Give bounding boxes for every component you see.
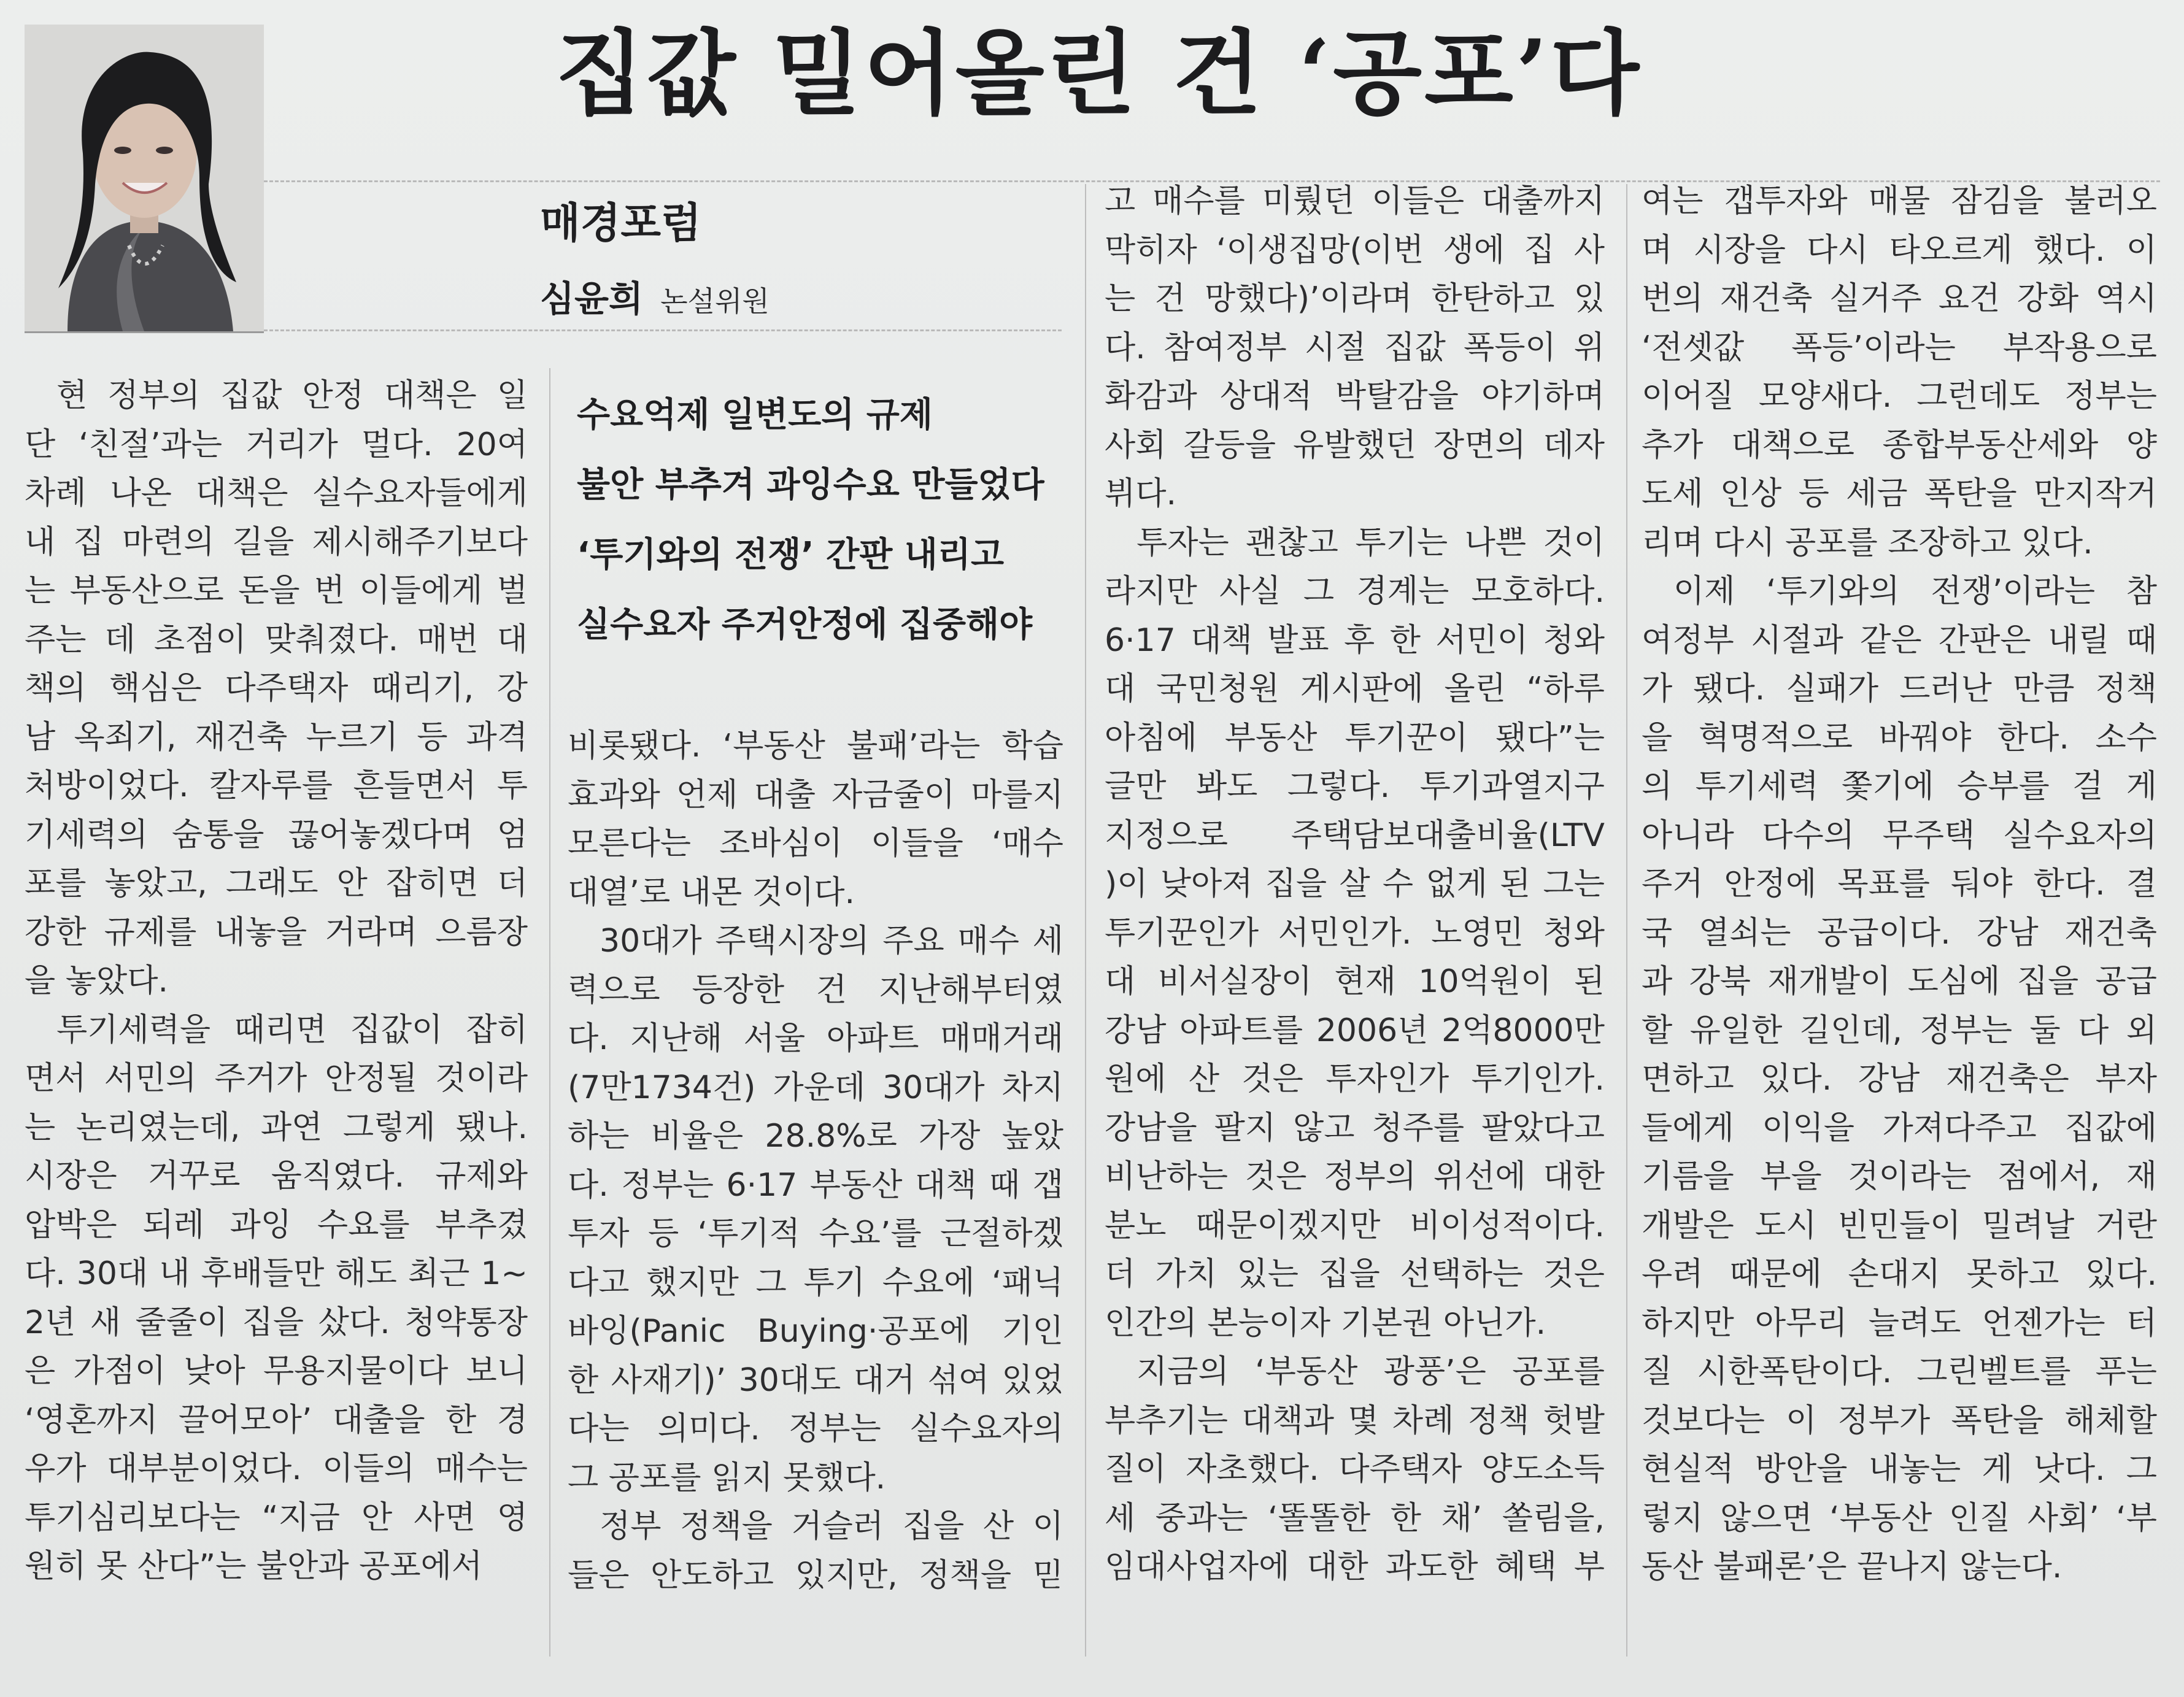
article-line: 이제 ‘투기와의 전쟁’이라는 참 (1673, 573, 2157, 610)
article-line: 강남 아파트를 2006년 2억8000만 (1105, 1012, 1605, 1049)
article-line: 투자는 괜찮고 투기는 나쁜 것이 (1136, 524, 1605, 561)
article-line: 포를 놓았고, 그래도 안 잡히면 더 (25, 865, 528, 902)
article-line: 들은 안도하고 있지만, 정책을 믿 (568, 1557, 1063, 1594)
column-rule (549, 368, 550, 1657)
article-line: 화감과 상대적 박탈감을 야기하며 (1105, 378, 1605, 415)
subheading: 불안 부추겨 과잉수요 만들었다 (577, 465, 1044, 505)
article-line: 지금의 ‘부동산 광풍’은 공포를 (1136, 1353, 1605, 1390)
article-line: 뷔다. (1105, 475, 1176, 512)
article-line: 도세 인상 등 세금 폭탄을 만지작거 (1642, 475, 2157, 512)
subheading: 실수요자 주거안정에 집중해야 (577, 605, 1033, 645)
article-line: 비롯됐다. ‘부동산 불패’라는 학습 (568, 728, 1063, 764)
article-line: 처방이었다. 칼자루를 흔들면서 투 (25, 768, 528, 804)
article-line: 다고 했지만 그 투기 수요에 ‘패닉 (568, 1264, 1063, 1301)
article-line: ‘전셋값 폭등’이라는 부작용으로 (1642, 329, 2157, 366)
article-line: 가 됐다. 실패가 드러난 만큼 정책 (1642, 671, 2157, 707)
article-line: 남 옥죄기, 재건축 누르기 등 과격 (25, 718, 528, 756)
article-line: 동산 불패론’은 끝나지 않는다. (1642, 1549, 2062, 1585)
subheadings (577, 380, 1068, 660)
article-line: 책의 핵심은 다주택자 때리기, 강 (25, 670, 528, 707)
article-line: 투자 등 ‘투기적 수요’를 근절하겠 (568, 1215, 1063, 1252)
article-line: 사회 갈등을 유발했던 장면의 데자 (1105, 426, 1605, 464)
article-line: 는 건 망했다)’이라며 한탄하고 있 (1105, 280, 1605, 317)
article-line: 인간의 본능이자 기본권 아닌가. (1105, 1304, 1546, 1342)
subheading: 수요억제 일변도의 규제 (577, 395, 933, 435)
byline (540, 270, 770, 321)
article-line: 여는 갭투자와 매물 잠김을 불러오 (1642, 183, 2157, 220)
article-line: 추가 대책으로 종합부동산세와 양 (1642, 426, 2157, 464)
article-line: 2년 새 줄줄이 집을 샀다. 청약통장 (25, 1304, 528, 1341)
article-line: 는 부동산으로 돈을 번 이들에게 벌 (25, 572, 528, 609)
article-line: 면서 서민의 주거가 안정될 것이라 (25, 1060, 528, 1097)
article-line: 강남을 팔지 않고 청주를 팔았다고 (1105, 1109, 1605, 1147)
article-line: 여정부 시절과 같은 간판은 내릴 때 (1642, 621, 2157, 659)
article-line: 과 강북 재개발이 도심에 집을 공급 (1642, 963, 2157, 1000)
article-line: 다. 지난해 서울 아파트 매매거래 (568, 1020, 1063, 1057)
article-line: 현 정부의 집값 안정 대책은 일 (56, 377, 528, 414)
article-line: 우려 때문에 손대지 못하고 있다. (1642, 1256, 2157, 1293)
article-line: 이어질 모양새다. 그런데도 정부는 (1642, 378, 2157, 415)
article-line: 하는 비율은 28.8%로 가장 높았 (568, 1118, 1063, 1155)
article-line: 압박은 되레 과잉 수요를 부추겼 (25, 1206, 528, 1244)
article-line: 지정으로 주택담보대출비율(LTV (1105, 817, 1605, 854)
byline-divider (264, 329, 1062, 331)
section-label: 매경포럼 (540, 199, 701, 248)
article-line: 비난하는 것은 정부의 위선에 대한 (1105, 1158, 1605, 1195)
article-column-3 (1105, 177, 1605, 1592)
photo-underline (25, 331, 264, 333)
author-title: 논설위원 (660, 285, 770, 318)
article-line: 들에게 이익을 가져다주고 집값에 (1642, 1109, 2157, 1147)
article-line: 주거 안정에 목표를 둬야 한다. 결 (1642, 866, 2157, 902)
article-line: 국 열쇠는 공급이다. 강남 재건축 (1642, 914, 2157, 952)
article-line: 며 시장을 다시 타오르게 했다. 이 (1642, 231, 2157, 269)
article-line: ‘영혼까지 끌어모아’ 대출을 한 경 (25, 1401, 528, 1439)
article-line: 을 혁명적으로 바꿔야 한다. 소수 (1642, 719, 2157, 756)
article-column-1 (25, 372, 528, 1591)
article-line: 30대가 주택시장의 주요 매수 세 (600, 923, 1063, 960)
article-line: 력으로 등장한 건 지난해부터였 (568, 971, 1063, 1009)
article-line: 정부 정책을 거슬러 집을 산 이 (600, 1508, 1063, 1545)
article-line: 그 공포를 읽지 못했다. (568, 1459, 886, 1496)
article-line: 글만 봐도 그렇다. 투기과열지구 (1105, 768, 1605, 805)
article-line: 원히 못 산다”는 불안과 공포에서 (25, 1548, 483, 1585)
article-line: 다. 참여정부 시절 집값 폭등이 위 (1105, 329, 1605, 366)
article-line: 을 놓았다. (25, 963, 168, 999)
article-line: 다. 정부는 6·17 부동산 대책 때 갭 (568, 1166, 1063, 1204)
article-line: 아침에 부동산 투기꾼이 됐다”는 (1105, 719, 1605, 756)
column-rule (1085, 184, 1086, 1657)
article-line: 다. 30대 내 후배들만 해도 최근 1~ (25, 1255, 528, 1292)
article-line: 더 가치 있는 집을 선택하는 것은 (1105, 1256, 1605, 1293)
article-line: 대 비서실장이 현재 10억원이 된 (1105, 963, 1605, 1000)
article-line: 기름을 부을 것이라는 점에서, 재 (1642, 1158, 2157, 1195)
article-line: (7만1734건) 가운데 30대가 차지 (568, 1069, 1063, 1106)
column-rule (1626, 184, 1627, 1657)
article-line: 세 중과는 ‘똘똘한 한 채’ 쏠림을, (1105, 1499, 1605, 1537)
article-line: 고 매수를 미뤘던 이들은 대출까지 (1105, 183, 1605, 220)
article-column-4 (1642, 177, 2157, 1592)
article-line: 투기꾼인가 서민인가. 노영민 청와 (1105, 914, 1605, 952)
article-line: 대열’로 내몬 것이다. (568, 874, 855, 911)
article-line: 막히자 ‘이생집망(이번 생에 집 사 (1105, 231, 1605, 269)
article-line: 은 가점이 낮아 무용지물이다 보니 (25, 1353, 528, 1390)
headline: 집값 밀어올린 건 ‘공포’다 (555, 20, 1642, 128)
article-line: )이 낮아져 집을 살 수 없게 된 그는 (1105, 866, 1605, 902)
article-line: 바잉(Panic Buying·공포에 기인 (568, 1313, 1063, 1350)
article-line: 내 집 마련의 길을 제시해주기보다 (25, 523, 528, 561)
columnist-portrait-icon (25, 25, 264, 331)
article-line: 분노 때문이겠지만 비이성적이다. (1105, 1207, 1605, 1244)
article-line: 질이 자초했다. 다주택자 양도소득 (1105, 1451, 1605, 1488)
article-line: 는 논리였는데, 과연 그렇게 됐나. (25, 1109, 528, 1146)
columnist-photo (25, 25, 264, 331)
article-line: 6·17 대책 발표 후 한 서민이 청와 (1105, 621, 1605, 659)
article-line: 현실적 방안을 내놓는 게 낫다. 그 (1642, 1451, 2157, 1488)
article-line: 면하고 있다. 강남 재건축은 부자 (1642, 1061, 2157, 1098)
article-line: 하지만 아무리 늘려도 언젠가는 터 (1642, 1304, 2157, 1342)
article-line: 번의 재건축 실거주 요건 강화 역시 (1642, 280, 2157, 317)
author-name: 심윤희 (540, 278, 644, 320)
subheading: ‘투기와의 전쟁’ 간판 내리고 (577, 535, 1005, 575)
article-line: 개발은 도시 빈민들이 밀려날 거란 (1642, 1207, 2157, 1244)
article-line: 강한 규제를 내놓을 거라며 으름장 (25, 914, 528, 951)
article-line: 리며 다시 공포를 조장하고 있다. (1642, 524, 2093, 561)
article-line: 아니라 다수의 무주택 실수요자의 (1642, 817, 2157, 854)
article-line: 모른다는 조바심이 이들을 ‘매수 (568, 825, 1063, 862)
article-line: 한 사재기)’ 30대도 대거 섞여 있었 (568, 1361, 1063, 1399)
article-line: 임대사업자에 대한 과도한 혜택 부 (1105, 1549, 1605, 1585)
article-line: 단 ‘친절’과는 거리가 멀다. 20여 (25, 426, 528, 463)
article-line: 부추기는 대책과 몇 차례 정책 헛발 (1105, 1402, 1605, 1439)
article-line: 다는 의미다. 정부는 실수요자의 (568, 1410, 1063, 1447)
article-line: 라지만 사실 그 경계는 모호하다. (1105, 573, 1605, 610)
article-line: 기세력의 숨통을 끊어놓겠다며 엄 (25, 816, 528, 853)
article-line: 주는 데 초점이 맞춰졌다. 매번 대 (25, 621, 528, 658)
article-line: 우가 대부분이었다. 이들의 매수는 (25, 1450, 528, 1487)
article-line: 렇지 않으면 ‘부동산 인질 사회’ ‘부 (1642, 1499, 2157, 1537)
article-line: 효과와 언제 대출 자금줄이 마를지 (568, 776, 1063, 814)
article-line: 차례 나온 대책은 실수요자들에게 (25, 475, 528, 512)
article-line: 것보다는 이 정부가 폭탄을 해체할 (1642, 1402, 2157, 1439)
article-line: 의 투기세력 쫓기에 승부를 걸 게 (1642, 768, 2157, 805)
article-line: 대 국민청원 게시판에 올린 “하루 (1105, 671, 1605, 707)
article-line: 시장은 거꾸로 움직였다. 규제와 (25, 1158, 528, 1195)
article-column-2 (568, 722, 1063, 1600)
article-line: 할 유일한 길인데, 정부는 둘 다 외 (1642, 1012, 2157, 1049)
article-line: 투기심리보다는 “지금 안 사면 영 (25, 1499, 528, 1536)
article-line: 원에 산 것은 투자인가 투기인가. (1105, 1061, 1605, 1098)
article-line: 질 시한폭탄이다. 그린벨트를 푸는 (1642, 1353, 2157, 1390)
article-line: 투기세력을 때리면 집값이 잡히 (56, 1011, 528, 1049)
